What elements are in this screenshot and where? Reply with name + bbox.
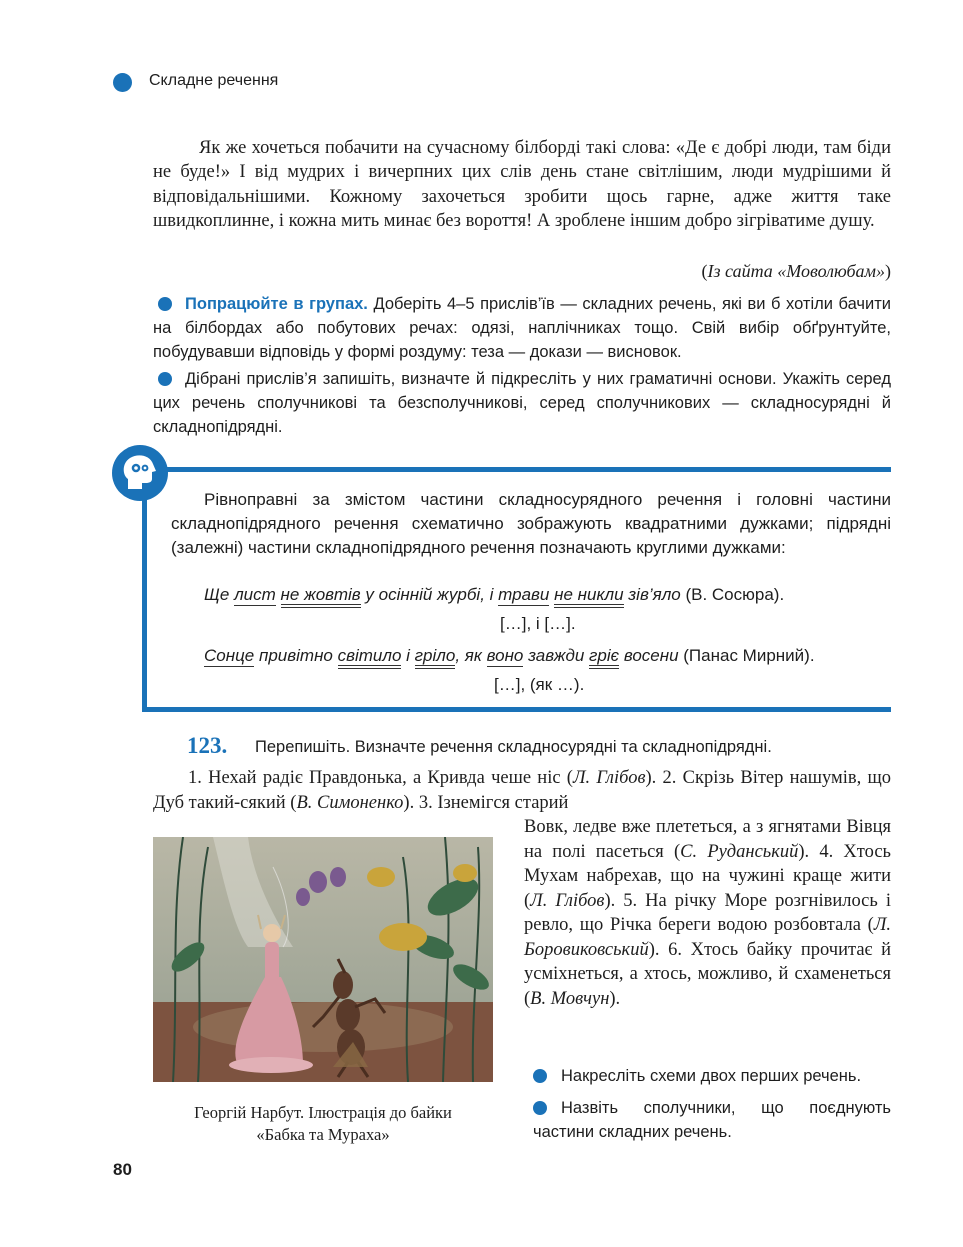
predicate-underline: не жовтів	[281, 585, 361, 608]
exercise-text-intro: 1. Нехай радіє Правдонька, а Кривда чеше ніс (Л. Глібов). 2. Скрізь Вітер нашумів, що Дуб такий-сякий (В. Симоненко). 3. Ізнемігся старий	[153, 768, 891, 813]
intro-source-text: Із сайта «Моволюбам»	[707, 261, 885, 281]
bullet-icon	[533, 1069, 547, 1083]
author-name: Л. Боровиковський	[524, 915, 891, 960]
caption-line-1: Георгій Нарбут. Ілюстрація до байки	[194, 1103, 452, 1122]
page-number: 80	[113, 1160, 132, 1179]
predicate-underline: світило	[338, 646, 402, 669]
author-name: С. Руданський	[680, 841, 799, 862]
bullet-icon	[533, 1101, 547, 1115]
rule-box-left-border	[142, 467, 147, 712]
subject-underline: воно	[486, 646, 524, 665]
illustration-dragonfly-ant	[153, 837, 493, 1082]
bullet-icon	[158, 297, 172, 311]
predicate-underline: не никли	[554, 585, 623, 608]
exercise-text-column: Вовк, ледве вже плететься, а з ягнятами Вівця на полі пасеться (С. Руданський). 4. Хтось Мухам набрехав, що на чужині краще жити (Л. Глібов). 5. На річку Море розгнівилось і ревло, що Річка береги водою розбовтала (Л. Боровиковський). 6. Хтось байку прочитає й усміхнеться, а хтось, можливо, й схаменеться (В. Мовчун).	[524, 817, 891, 1009]
predicate-underline: гріє	[589, 646, 619, 669]
task-write-proverbs	[153, 367, 891, 439]
question-1: Накресліть схеми двох перших речень.	[533, 1064, 891, 1088]
task-text: Доберіть 4–5 прислів’їв — складних речень, які ви б хотіли бачити на білбордах або побутових речах: одязі, наплічниках тощо. Свій вибір обґрунтуйте, побудувавши відповідь у формі роздуму: теза — докази — висновок.	[153, 295, 891, 361]
intro-paragraph: Як же хочеться побачити на сучасному білборді такі слова: «Де є добрі люди, там біди не буде!» І від мудрих і вичерпних цих слів день стане світлішим, люди мудрішими й відповідальнішими. Кожному захочеться зробити щось гарне, адже життя таке швидкоплинне, і кожна мить минає без вороття! А зроблене іншим добро зігріватиме душу.	[153, 138, 891, 231]
rule-example-2: Сонце привітно світило і гріло, як воно завжди гріє восени (Панас Мирний).	[204, 646, 815, 666]
task-text: Дібрані прислів’я запишіть, визначте й підкресліть у них граматичні основи. Укажіть серед цих речень сполучникові та безсполучникові, серед сполучникових — складносурядні й складнопідрядні.	[153, 370, 891, 436]
question-2: Назвіть сполучники, що поєднують частини складних речень.	[533, 1099, 891, 1141]
subject-underline: Сонце	[204, 646, 255, 665]
author-name: В. Мовчун	[530, 988, 610, 1009]
caption-line-2: «Бабка та Мураха»	[256, 1125, 390, 1144]
rule-box-top-border	[144, 467, 891, 472]
intro-source: (Із сайта «Моволюбам»)	[701, 261, 891, 281]
author-name: Л. Глібов	[530, 890, 605, 911]
rule-example-1: Ще лист не жовтів у осінній журбі, і трави не никли зів’яло (В. Сосюра).	[204, 585, 784, 605]
author-name: Л. Глібов	[572, 768, 646, 788]
rule-badge	[112, 445, 168, 501]
subject-underline: трави	[498, 585, 550, 604]
head-gears-icon	[112, 445, 168, 501]
task-label: Попрацюйте в групах.	[185, 295, 368, 313]
section-marker-dot	[113, 73, 132, 92]
rule-text: Рівноправні за змістом частини складносурядного речення і головні частини складнопідрядного речення схематично зображують квадратними дужками; підрядні (залежні) частини складнопідрядного речення позначають круглими дужками:	[171, 490, 891, 557]
author-name: В. Симоненко	[296, 792, 404, 813]
subject-underline: лист	[234, 585, 276, 604]
illustration-caption	[153, 1102, 493, 1146]
exercise-number: 123.	[187, 733, 228, 758]
task-group-work	[153, 292, 891, 364]
rule-schema-2: […], (як …).	[494, 675, 585, 694]
bullet-icon	[158, 372, 172, 386]
predicate-underline: гріло	[415, 646, 456, 669]
section-title: Складне речення	[149, 72, 279, 89]
exercise-instruction: Перепишіть. Визначте речення складносурядні та складнопідрядні.	[255, 738, 772, 756]
rule-box-bottom-border	[142, 707, 891, 712]
rule-schema-1: […], і […].	[500, 614, 576, 633]
